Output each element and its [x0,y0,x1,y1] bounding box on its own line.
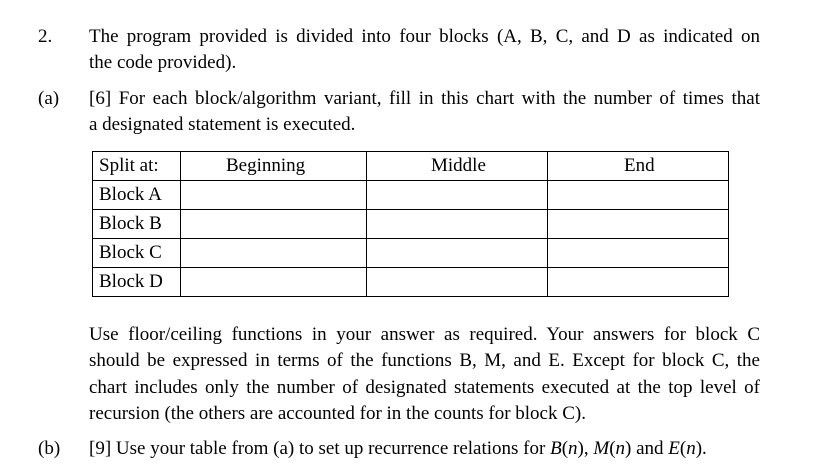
header-beginning-label: Beginning [226,155,306,176]
note-line-2: should be expressed in terms of the functions B, M, and E. Except for block C, the [89,350,760,371]
cell-block-b-middle[interactable] [367,210,548,239]
part-a-text-line-1: [6] For each block/algorithm variant, fill in this chart with the number of times that [89,88,760,109]
cell-block-a-beginning[interactable] [181,181,367,210]
separator-2: and [631,438,669,459]
cell-block-d-middle[interactable] [367,268,548,297]
separator-1: , [583,438,594,459]
cell-block-b-beginning[interactable] [181,210,367,239]
cell-block-b-end[interactable] [548,210,729,239]
note-line-3: chart includes only the number of designated statements executed at the top level of [89,377,760,398]
table-row [93,210,729,239]
cell-block-c-end[interactable] [548,239,729,268]
question-text-line-2: the code provided). [89,52,237,73]
header-end-label: End [624,155,655,176]
cell-block-d-beginning[interactable] [181,268,367,297]
question-text-line-1: The program provided is divided into four blocks (A, B, C, and D as indicated on [89,26,760,47]
function-m-arg: n [615,438,626,459]
function-e-name: E [668,438,680,459]
part-b-text: [9] Use your table from (a) to set up recurrence relations for B(n), M(n) and E(n). [89,438,707,459]
header-end [548,152,729,181]
answer-chart-table [92,151,729,297]
table-header-row [93,152,729,181]
part-b-label: (b) [38,438,61,459]
function-m-name: M [593,438,610,459]
table-row [93,268,729,297]
function-e-arg: n [686,438,696,459]
function-b-name: B [550,438,562,459]
cell-block-c-beginning[interactable] [181,239,367,268]
function-b-arg: n [568,438,578,459]
row-label-block-a: Block A [93,181,181,210]
row-label-block-b: Block B [93,210,181,239]
part-a-text-line-2: a designated statement is executed. [89,114,356,135]
part-a-label: (a) [38,88,60,109]
note-line-4: recursion (the others are accounted for in the counts for block C). [89,403,586,424]
cell-block-a-middle[interactable] [367,181,548,210]
cell-block-a-end[interactable] [548,181,729,210]
header-beginning [181,152,367,181]
table-row [93,239,729,268]
header-split-at: Split at: [93,152,181,181]
part-b-end: . [702,438,707,459]
question-number: 2. [38,26,53,47]
part-b-text-start: [9] Use your table from (a) to set up recurrence relations for [89,438,551,459]
cell-block-c-middle[interactable] [367,239,548,268]
table-row [93,181,729,210]
note-line-1: Use floor/ceiling functions in your answer as required. Your answers for block C [89,324,760,345]
row-label-block-c: Block C [93,239,181,268]
header-middle-label: Middle [431,155,486,176]
cell-block-d-end[interactable] [548,268,729,297]
header-middle [367,152,548,181]
row-label-block-d: Block D [93,268,181,297]
